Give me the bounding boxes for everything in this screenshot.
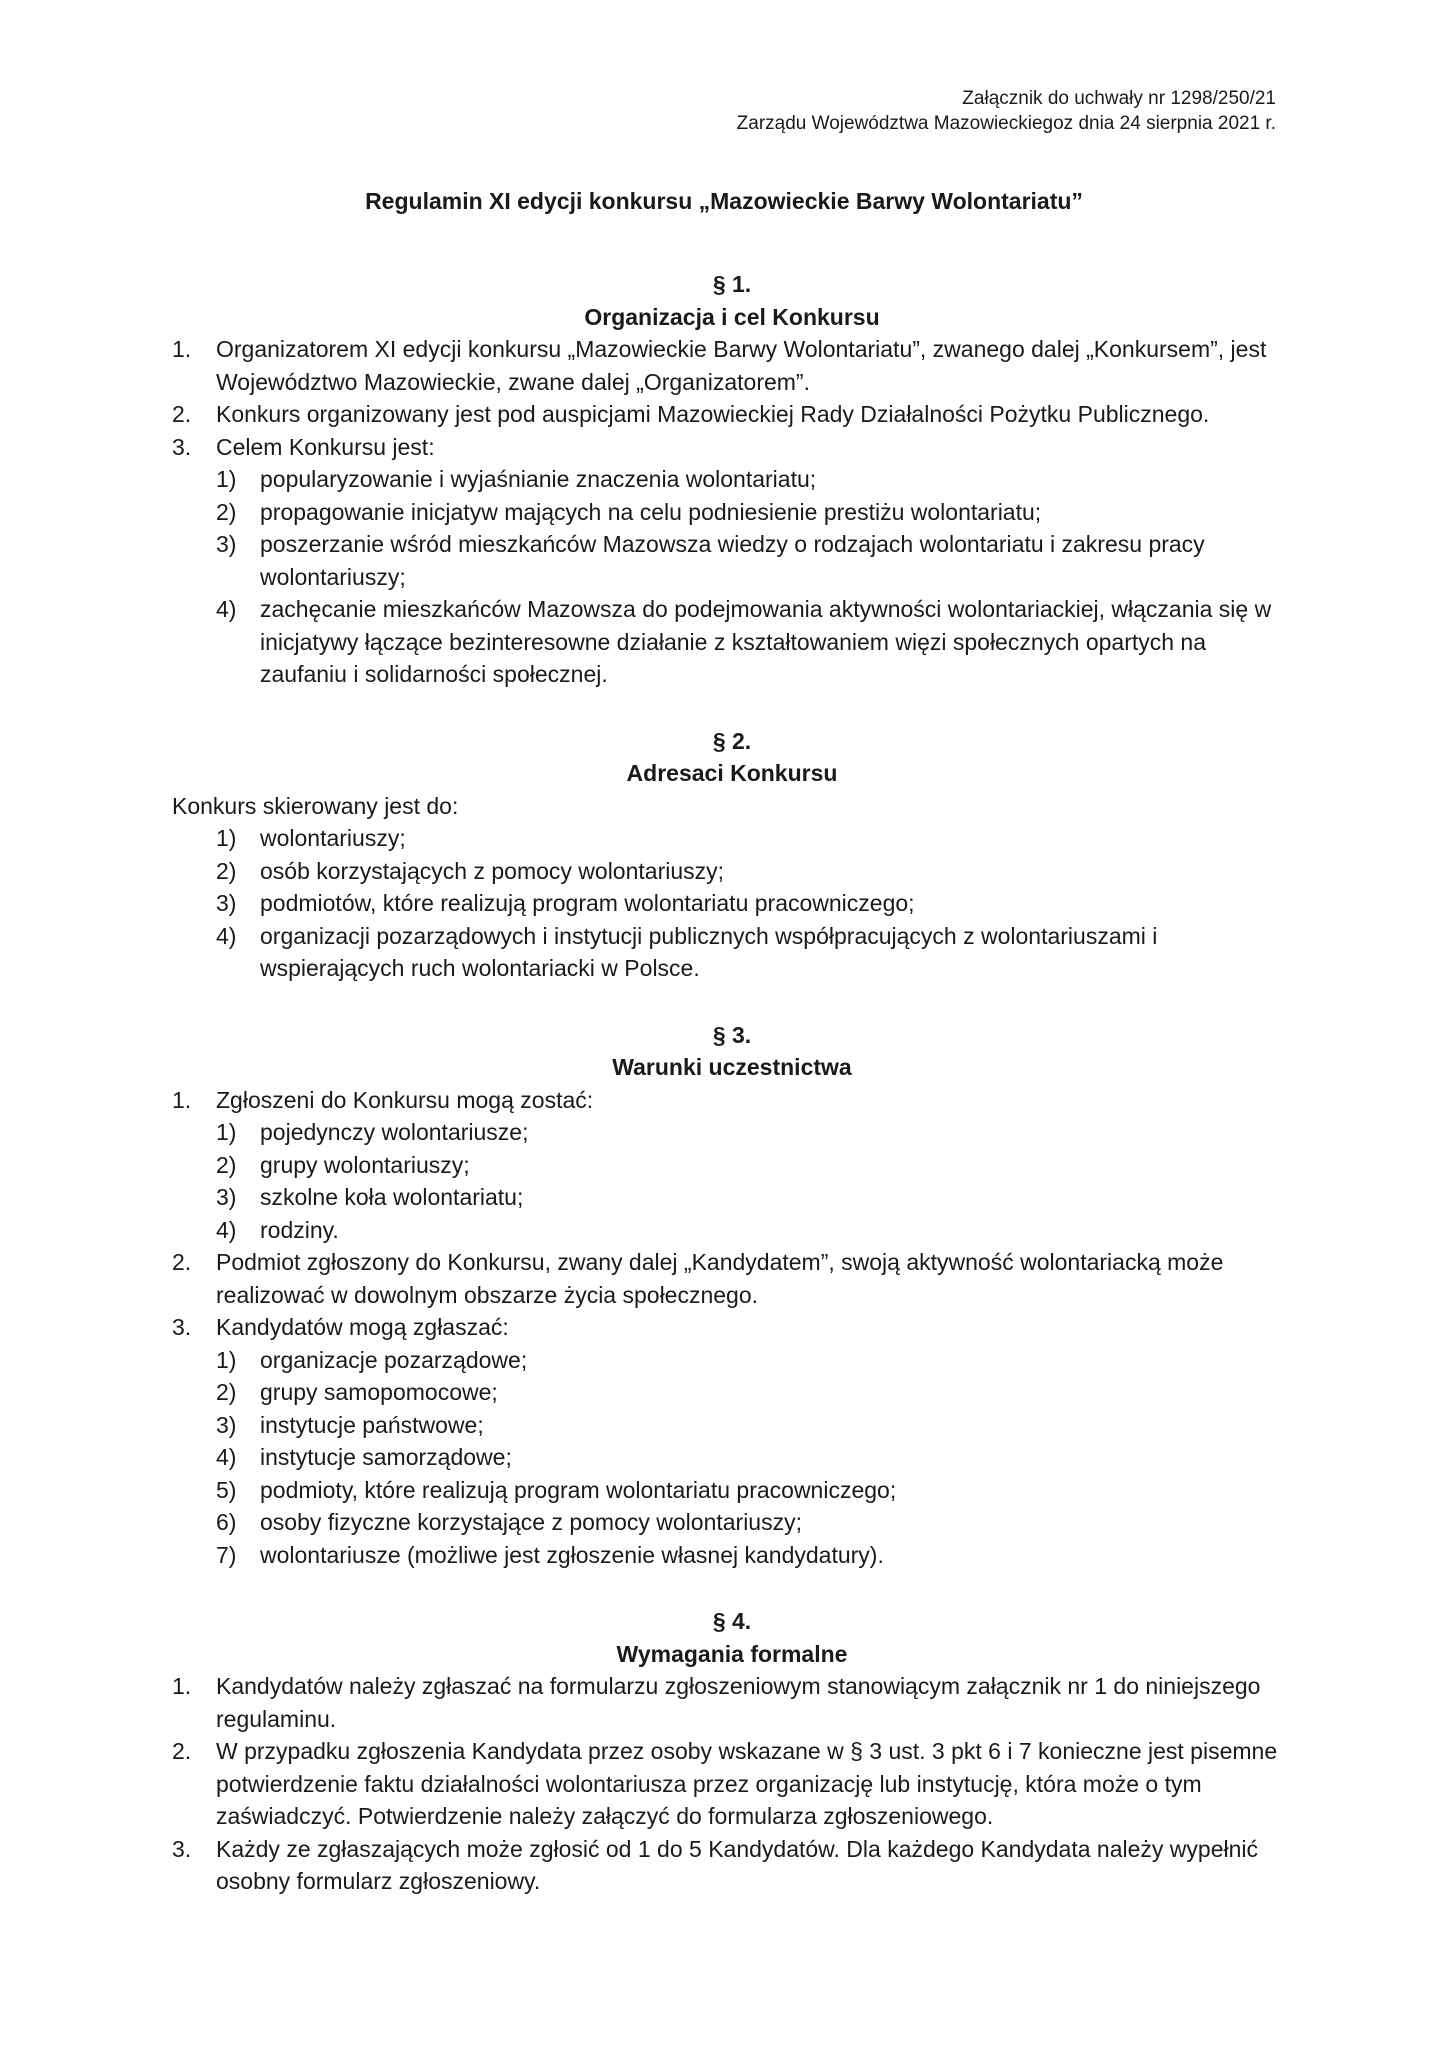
section-title: Adresaci Konkursu bbox=[626, 760, 838, 786]
list-item: 2. W przypadku zgłoszenia Kandydata przez osoby wskazane w § 3 ust. 3 pkt 6 i 7 konieczne jest pisemne potwierdzenie faktu działalności wolontariusza przez organizację lub instytucję, która może o tym zaświadczyć. Potwierdzenie należy załączyć do formularza zgłoszeniowego. bbox=[172, 1738, 1278, 1829]
section-number: § 2. bbox=[712, 727, 752, 754]
section-number: § 3. bbox=[712, 1021, 752, 1048]
sub-list-item: 6) osoby fizyczne korzystające z pomocy wolontariuszy; bbox=[216, 1509, 802, 1535]
header-line-1: Załącznik do uchwały nr 1298/250/21 bbox=[962, 88, 1276, 109]
attachment-header bbox=[576, 86, 1276, 136]
header-line-2: Zarządu Województwa Mazowieckiegoz dnia 24 sierpnia 2021 r. bbox=[736, 113, 1276, 134]
sub-list-item: 5) podmioty, które realizują program wolontariatu pracowniczego; bbox=[216, 1476, 897, 1503]
section-title: Warunki uczestnictwa bbox=[612, 1054, 852, 1080]
list-item: 1. Kandydatów należy zgłaszać na formularzu zgłoszeniowym stanowiącym załącznik nr 1 do niniejszego regulaminu. bbox=[172, 1673, 1261, 1732]
sub-list-item: 3) podmiotów, które realizują program wolontariatu pracowniczego; bbox=[216, 890, 915, 916]
sub-list-item: 7) wolontariusze (możliwe jest zgłoszenie własnej kandydatury). bbox=[216, 1541, 884, 1568]
sub-list-item: 4) instytucje samorządowe; bbox=[216, 1444, 512, 1470]
sub-list-item: 3) szkolne koła wolontariatu; bbox=[216, 1184, 524, 1210]
sub-list-item: 3) instytucje państwowe; bbox=[216, 1411, 484, 1438]
section-2 bbox=[172, 725, 1292, 985]
section-title: Organizacja i cel Konkursu bbox=[584, 303, 880, 330]
section-intro: Konkurs skierowany jest do: bbox=[172, 792, 459, 819]
sub-list-item: 3) poszerzanie wśród mieszkańców Mazowsza wiedzy o rodzajach wolontariatu i zakresu pracy wolontariuszy; bbox=[216, 531, 1205, 590]
list-item: 2. Podmiot zgłoszony do Konkursu, zwany dalej „Kandydatem”, swoją aktywność wolontariacką może realizować w dowolnym obszarze życia społecznego. bbox=[172, 1249, 1224, 1308]
document-title: Regulamin XI edycji konkursu „Mazowieckie Barwy Wolontariatu” bbox=[365, 188, 1083, 214]
document-body bbox=[172, 268, 1292, 1932]
sub-list-item: 4) zachęcanie mieszkańców Mazowsza do podejmowania aktywności wolontariackiej, włączania się w inicjatywy łączące bezinteresowne działanie z kształtowaniem więzi społecznych opartych na zaufaniu i solidarności społecznej. bbox=[216, 596, 1272, 687]
sub-list-item: 1) pojedynczy wolontariusze; bbox=[216, 1119, 529, 1145]
list-item: 2. Konkurs organizowany jest pod auspicjami Mazowieckiej Rady Działalności Pożytku Publicznego. bbox=[172, 401, 1210, 427]
section-1 bbox=[172, 268, 1292, 691]
list-item: 1. Organizatorem XI edycji konkursu „Mazowieckie Barwy Wolontariatu”, zwanego dalej „Konkursem”, jest Województwo Mazowieckie, zwane dalej „Organizatorem”. bbox=[172, 336, 1267, 395]
sub-list-item: 1) organizacje pozarządowe; bbox=[216, 1346, 528, 1373]
list-item: 1. Zgłoszeni do Konkursu mogą zostać: bbox=[172, 1086, 594, 1113]
sub-list-item: 1) popularyzowanie i wyjaśnianie znaczenia wolontariatu; bbox=[216, 466, 817, 492]
sub-list-item: 4) organizacji pozarządowych i instytucji publicznych współpracujących z wolontariuszami i wspierających ruch wolontariacki w Polsce. bbox=[216, 922, 1158, 981]
list-item: 3. Każdy ze zgłaszających może zgłosić od 1 do 5 Kandydatów. Dla każdego Kandydata należy wypełnić osobny formularz zgłoszeniowy. bbox=[172, 1835, 1258, 1894]
section-number: § 1. bbox=[712, 271, 752, 297]
section-3 bbox=[172, 1019, 1292, 1572]
list-item: 3. Kandydatów mogą zgłaszać: bbox=[172, 1314, 509, 1340]
section-number: § 4. bbox=[712, 1608, 752, 1634]
sub-list-item: 2) osób korzystających z pomocy wolontariuszy; bbox=[216, 857, 725, 884]
section-title: Wymagania formalne bbox=[616, 1640, 848, 1667]
list-item: 3. Celem Konkursu jest: bbox=[172, 433, 435, 460]
sub-list-item: 2) grupy samopomocowe; bbox=[216, 1379, 498, 1405]
sub-list-item: 4) rodziny. bbox=[216, 1216, 339, 1243]
section-4 bbox=[172, 1605, 1292, 1898]
sub-list-item: 1) wolontariuszy; bbox=[216, 825, 406, 851]
sub-list-item: 2) propagowanie inicjatyw mających na celu podniesienie prestiżu wolontariatu; bbox=[216, 498, 1042, 525]
sub-list-item: 2) grupy wolontariuszy; bbox=[216, 1151, 470, 1178]
